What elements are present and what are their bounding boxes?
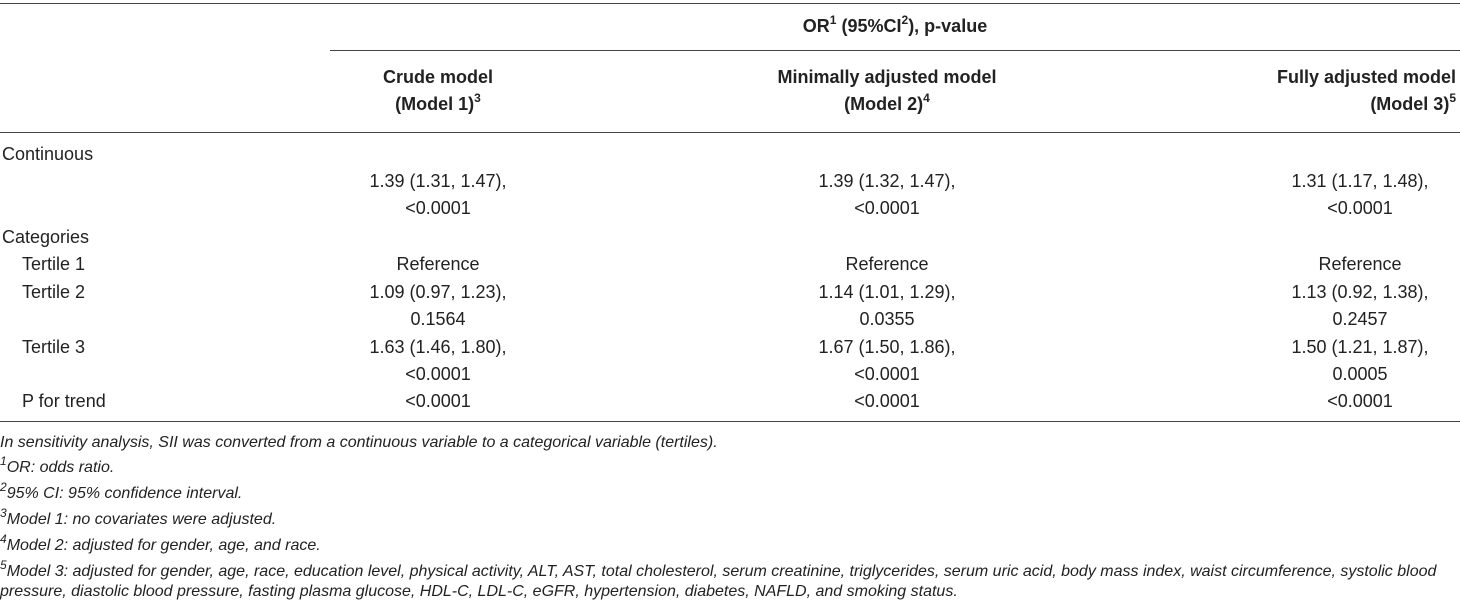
table-top-rule	[0, 3, 1460, 4]
cell-continuous-model1: 1.39 (1.31, 1.47), <0.0001	[369, 171, 507, 218]
header-bottom-rule	[0, 132, 1460, 133]
cell-tertile3-model3: 1.50 (1.21, 1.87), 0.0005	[1291, 337, 1429, 384]
cell-trend-model3: <0.0001	[1327, 391, 1393, 411]
footnote-2: $^2$95% CI: 95% confidence interval.	[0, 479, 243, 502]
column-header-model2: Minimally adjusted model (Model 2)$^4$	[777, 67, 997, 114]
footnote-4: $^4$Model 2: adjusted for gender, age, and race.	[0, 531, 321, 554]
row-label-tertile-2: Tertile 2	[22, 282, 86, 302]
cell-trend-model1: <0.0001	[405, 391, 471, 411]
footnote-1: $^1$OR: odds ratio.	[0, 453, 115, 476]
cell-tertile2-model2: 1.14 (1.01, 1.29), 0.0355	[818, 282, 956, 329]
cell-tertile2-model3: 1.13 (0.92, 1.38), 0.2457	[1291, 282, 1429, 329]
cell-tertile3-model1: 1.63 (1.46, 1.80), <0.0001	[369, 337, 507, 384]
row-label-tertile-1: Tertile 1	[22, 254, 86, 274]
cell-tertile1-model3: Reference	[1318, 254, 1402, 274]
column-header-model3: Fully adjusted model (Model 3)$^5$	[1276, 67, 1456, 114]
cell-continuous-model3: 1.31 (1.17, 1.48), <0.0001	[1291, 171, 1429, 218]
footnote-5: $^5$Model 3: adjusted for gender, age, race, education level, physical activity, ALT, AST, total cholesterol, serum creatinine, triglycerides, serum uric acid, body mass index, waist circumference, systolic blood pressure, diastolic blood pressure, fasting plasma glucose, HDL-C, LDL-C, eGFR, hypertension, diabetes, NAFLD, and smoking status.	[0, 557, 1437, 600]
row-label-continuous: Continuous	[2, 144, 94, 164]
column-header-model1: Crude model (Model 1)$^3$	[382, 67, 493, 114]
cell-continuous-model2: 1.39 (1.32, 1.47), <0.0001	[818, 171, 956, 218]
cell-tertile1-model1: Reference	[396, 254, 480, 274]
header-group-rule	[330, 50, 1460, 51]
header-group-title: $OR^1$ $(95\%CI^2)$, p-value	[802, 13, 988, 36]
cell-tertile1-model2: Reference	[845, 254, 929, 274]
cell-trend-model2: <0.0001	[854, 391, 920, 411]
cell-tertile2-model1: 1.09 (0.97, 1.23), 0.1564	[369, 282, 507, 329]
row-label-p-for-trend: P for trend	[22, 391, 106, 411]
table-bottom-rule	[0, 421, 1460, 422]
row-label-categories: Categories	[2, 227, 90, 247]
table-note: In sensitivity analysis, SII was converted from a continuous variable to a categorical variable (tertiles).	[0, 434, 718, 451]
cell-tertile3-model2: 1.67 (1.50, 1.86), <0.0001	[818, 337, 956, 384]
row-label-tertile-3: Tertile 3	[22, 337, 86, 357]
footnote-3: $^3$Model 1: no covariates were adjusted.	[0, 505, 277, 528]
